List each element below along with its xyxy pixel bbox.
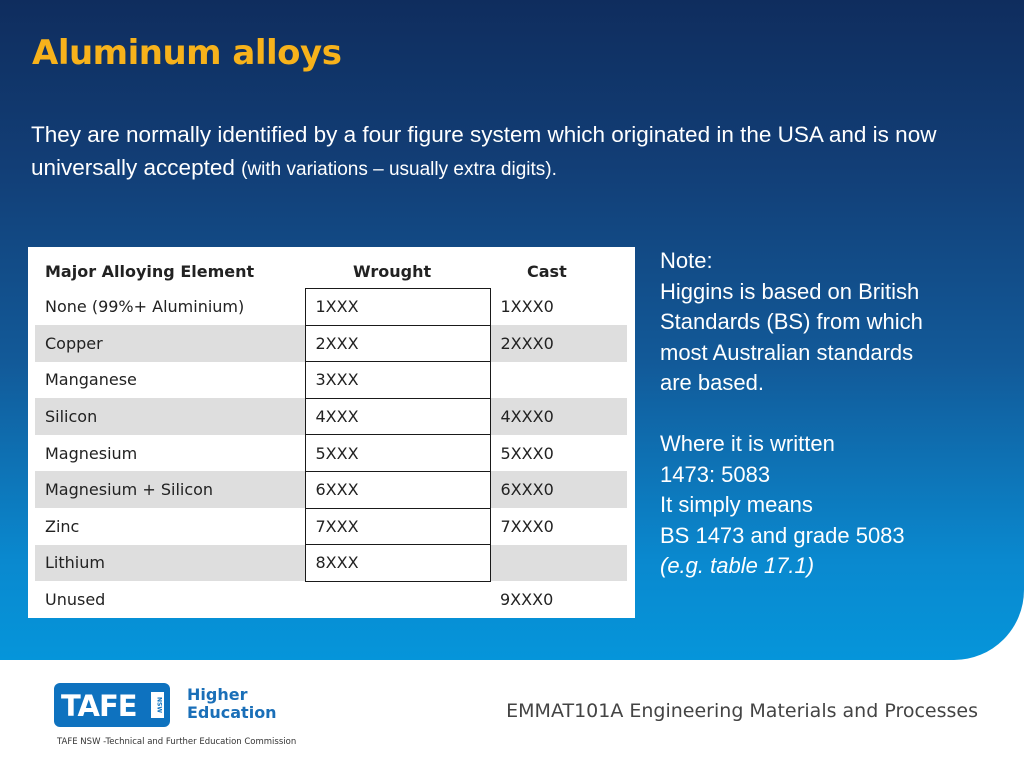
cell-cast: 9XXX0 bbox=[500, 589, 554, 609]
cell-wrought: 3XXX bbox=[305, 362, 490, 399]
note-line: are based. bbox=[660, 370, 764, 395]
note-line: Where it is written bbox=[660, 431, 835, 456]
cell-wrought: 1XXX bbox=[305, 289, 490, 326]
course-title: EMMAT101A Engineering Materials and Processes bbox=[506, 700, 978, 722]
cell-cast: 5XXX0 bbox=[500, 443, 554, 463]
cell-element: Magnesium + Silicon bbox=[35, 471, 305, 508]
logo-text: TAFE bbox=[61, 689, 137, 723]
cell-cast: 6XXX0 bbox=[490, 471, 627, 508]
note-line: Higgins is based on British bbox=[660, 278, 920, 304]
alloy-table-panel bbox=[28, 247, 635, 618]
organisation-name: TAFE NSW -Technical and Further Education Commission bbox=[57, 737, 297, 747]
table-header-row bbox=[35, 254, 627, 289]
cell-wrought bbox=[305, 581, 490, 617]
table-row bbox=[35, 545, 627, 582]
cell-element: Zinc bbox=[45, 516, 80, 536]
cell-element: None (99%+ Aluminium) bbox=[45, 297, 245, 317]
note-line: most Australian standards bbox=[660, 339, 914, 365]
higher-education-label bbox=[187, 686, 277, 722]
notes-block bbox=[660, 246, 990, 582]
cell-cast: 2XXX0 bbox=[490, 325, 627, 362]
note-reference: (e.g. table 17.1) bbox=[660, 553, 815, 578]
note-line: Standards (BS) from which bbox=[660, 309, 923, 334]
table-row bbox=[35, 362, 627, 399]
higher-text: Higher bbox=[187, 685, 248, 704]
header-element: Major Alloying Element bbox=[45, 261, 255, 281]
table-row bbox=[35, 471, 627, 508]
cell-cast: 7XXX0 bbox=[500, 516, 554, 536]
cell-element: Unused bbox=[45, 589, 106, 609]
header-cast: Cast bbox=[527, 261, 567, 281]
cell-element: Copper bbox=[35, 325, 305, 362]
header-wrought: Wrought bbox=[353, 261, 432, 281]
alloy-table bbox=[35, 254, 627, 617]
cell-wrought: 8XXX bbox=[305, 545, 490, 582]
education-text: Education bbox=[187, 703, 277, 722]
table-row bbox=[35, 581, 627, 617]
table-row bbox=[35, 325, 627, 362]
table-row bbox=[35, 508, 627, 545]
cell-element: Silicon bbox=[35, 398, 305, 435]
table-row bbox=[35, 435, 627, 472]
cell-element: Manganese bbox=[45, 370, 137, 390]
cell-cast: 1XXX0 bbox=[500, 297, 554, 317]
cell-wrought: 4XXX bbox=[305, 398, 490, 435]
logo-badge-text: NSW bbox=[155, 697, 163, 713]
cell-wrought: 2XXX bbox=[305, 325, 490, 362]
cell-wrought: 5XXX bbox=[305, 435, 490, 472]
note-spacer bbox=[660, 399, 990, 430]
cell-element: Magnesium bbox=[45, 443, 138, 463]
note-line: 1473: 5083 bbox=[660, 461, 771, 487]
intro-main-text: They are normally identified by a four figure system which originated in the USA and is now universally accepted bbox=[31, 122, 937, 180]
tafe-logo-graphic bbox=[54, 683, 170, 727]
note-heading: Note: bbox=[660, 248, 713, 273]
cell-element: Lithium bbox=[35, 545, 305, 582]
tafe-logo bbox=[54, 683, 170, 727]
table-row bbox=[35, 398, 627, 435]
slide-title: Aluminum alloys bbox=[32, 33, 342, 73]
table-row bbox=[35, 289, 627, 326]
cell-wrought: 7XXX bbox=[305, 508, 490, 545]
note-line: BS 1473 and grade 5083 bbox=[660, 522, 905, 548]
intro-small-text: (with variations – usually extra digits). bbox=[241, 159, 557, 180]
note-line: It simply means bbox=[660, 492, 813, 517]
cell-cast bbox=[490, 545, 627, 582]
cell-cast bbox=[490, 362, 627, 399]
cell-wrought: 6XXX bbox=[305, 471, 490, 508]
cell-cast: 4XXX0 bbox=[490, 398, 627, 435]
intro-paragraph bbox=[31, 118, 951, 186]
